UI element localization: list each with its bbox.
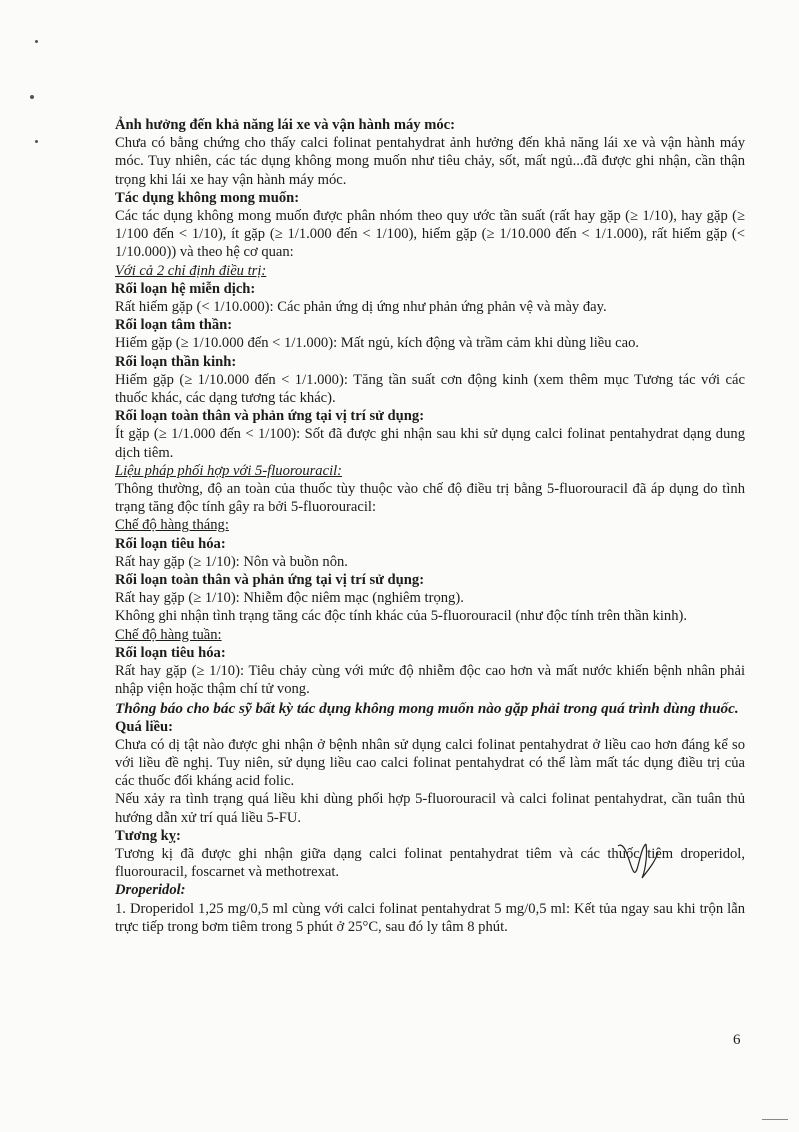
combo-heading: Liệu pháp phối hợp với 5-fluorouracil:: [115, 462, 343, 479]
general-text: Ít gặp (≥ 1/1.000 đến < 1/100): Sốt đã được ghi nhận sau khi sử dụng calci folinat pentahydrat dạng dung dịch tiêm.: [115, 426, 745, 461]
driving-heading: Ảnh hưởng đến khả năng lái xe và vận hành máy móc:: [115, 117, 456, 133]
immune-heading: Rối loạn hệ miễn dịch:: [115, 280, 256, 297]
monthly-note: Không ghi nhận tình trạng tăng các độc tính khác của 5-fluorouracil (như độc tính trên thần kinh).: [115, 608, 688, 625]
monthly-heading: Chế độ hàng tháng:: [115, 517, 229, 534]
incompat-heading: Tương kỵ:: [115, 827, 181, 844]
monthly-general-text: Rất hay gặp (≥ 1/10): Nhiễm độc niêm mạc (nghiêm trọng).: [115, 590, 464, 607]
psych-text: Hiếm gặp (≥ 1/10.000 đến < 1/1.000): Mất ngủ, kích động và trầm cảm khi dùng liều cao.: [115, 335, 640, 352]
weekly-gi-text: Rất hay gặp (≥ 1/10): Tiêu chảy cùng với mức độ nhiễm độc cao hơn và mất nước khiến bệnh nhân phải nhập viện hoặc thậm chí tử vong.: [115, 663, 745, 698]
overdose-paragraph-2: Nếu xảy ra tình trạng quá liều khi dùng phối hợp 5-fluorouracil và calci folinat pentahydrat, cần tuân thủ hướng dẫn xử trí quá liều 5-FU.: [115, 791, 745, 826]
monthly-general-heading: Rối loạn toàn thân và phản ứng tại vị trí sử dụng:: [115, 572, 425, 589]
document-page: [115, 116, 745, 936]
droperidol-heading: Droperidol:: [115, 882, 186, 899]
psych-heading: Rối loạn tâm thần:: [115, 317, 233, 334]
adverse-intro: Các tác dụng không mong muốn được phân nhóm theo quy ước tần suất (rất hay gặp (≥ 1/10), hay gặp (≥ 1/100 đến < 1/10), ít gặp (≥ 1/1.000 đến < 1/100), hiếm gặp (≥ 1/10.000 đến < 1/1.000), rất hiếm gặp (< 1/10.000)) và theo hệ cơ quan:: [115, 208, 745, 261]
immune-text: Rất hiếm gặp (< 1/10.000): Các phản ứng dị ứng như phản ứng phản vệ và mày đay.: [115, 299, 607, 316]
bottom-rule: [762, 1119, 788, 1120]
general-heading: Rối loạn toàn thân và phản ứng tại vị trí sử dụng:: [115, 408, 425, 425]
monthly-gi-text: Rất hay gặp (≥ 1/10): Nôn và buồn nôn.: [115, 553, 348, 570]
overdose-paragraph-1: Chưa có dị tật nào được ghi nhận ở bệnh nhân sử dụng calci folinat pentahydrat ở liều cao hơn đáng kể so với liều đề nghị. Tuy niên, sử dụng liều cao calci folinat pentahydrat có thể làm mất tác dụng điều trị của các thuốc đối kháng acid folic.: [115, 736, 745, 790]
droperidol-item-1: 1. Droperidol 1,25 mg/0,5 ml cùng với calci folinat pentahydrat 5 mg/0,5 ml: Kết tủa ngay sau khi trộn lẫn trực tiếp trong bơm tiêm trong 5 phút ở 25°C, sau đó ly tâm 8 phút.: [115, 900, 745, 935]
page-number: 6: [733, 1032, 741, 1048]
neuro-heading: Rối loạn thần kinh:: [115, 353, 237, 370]
notice-text: Thông báo cho bác sỹ bất kỳ tác dụng không mong muốn nào gặp phải trong quá trình dùng thuốc.: [115, 699, 739, 717]
scan-speck: [35, 140, 38, 143]
scan-speck: [30, 95, 34, 99]
adverse-heading: Tác dụng không mong muốn:: [115, 189, 300, 206]
weekly-gi-heading: Rối loạn tiêu hóa:: [115, 644, 226, 661]
weekly-heading: Chế độ hàng tuần:: [115, 626, 222, 643]
driving-body: Chưa có bằng chứng cho thấy calci folinat pentahydrat ảnh hưởng đến khả năng lái xe và vận hành máy móc. Tuy nhiên, các tác dụng không mong muốn như tiêu chảy, sốt, mất ngủ...đã được ghi nhận, cần thận trọng khi lái xe hay vận hành máy móc.: [115, 135, 745, 188]
handwritten-signature: [616, 838, 660, 882]
incompat-paragraph: Tương kị đã được ghi nhận giữa dạng calci folinat pentahydrat tiêm và các thuốc tiêm droperidol, fluorouracil, foscarnet và methotrexat.: [115, 845, 745, 881]
monthly-gi-heading: Rối loạn tiêu hóa:: [115, 535, 226, 552]
combo-text: Thông thường, độ an toàn của thuốc tùy thuộc vào chế độ điều trị bằng 5-fluorouracil đã áp dụng do tình trạng tăng độc tính gây ra bởi 5-fluorouracil:: [115, 481, 745, 516]
scan-speck: [35, 40, 38, 43]
neuro-text: Hiếm gặp (≥ 1/10.000 đến < 1/1.000): Tăng tần suất cơn động kinh (xem thêm mục Tương tác với các thuốc khác, các dạng tương tác khác).: [115, 371, 745, 407]
overdose-heading: Quá liều:: [115, 718, 173, 735]
both-indications-heading: Với cả 2 chỉ định điều trị:: [115, 262, 267, 279]
